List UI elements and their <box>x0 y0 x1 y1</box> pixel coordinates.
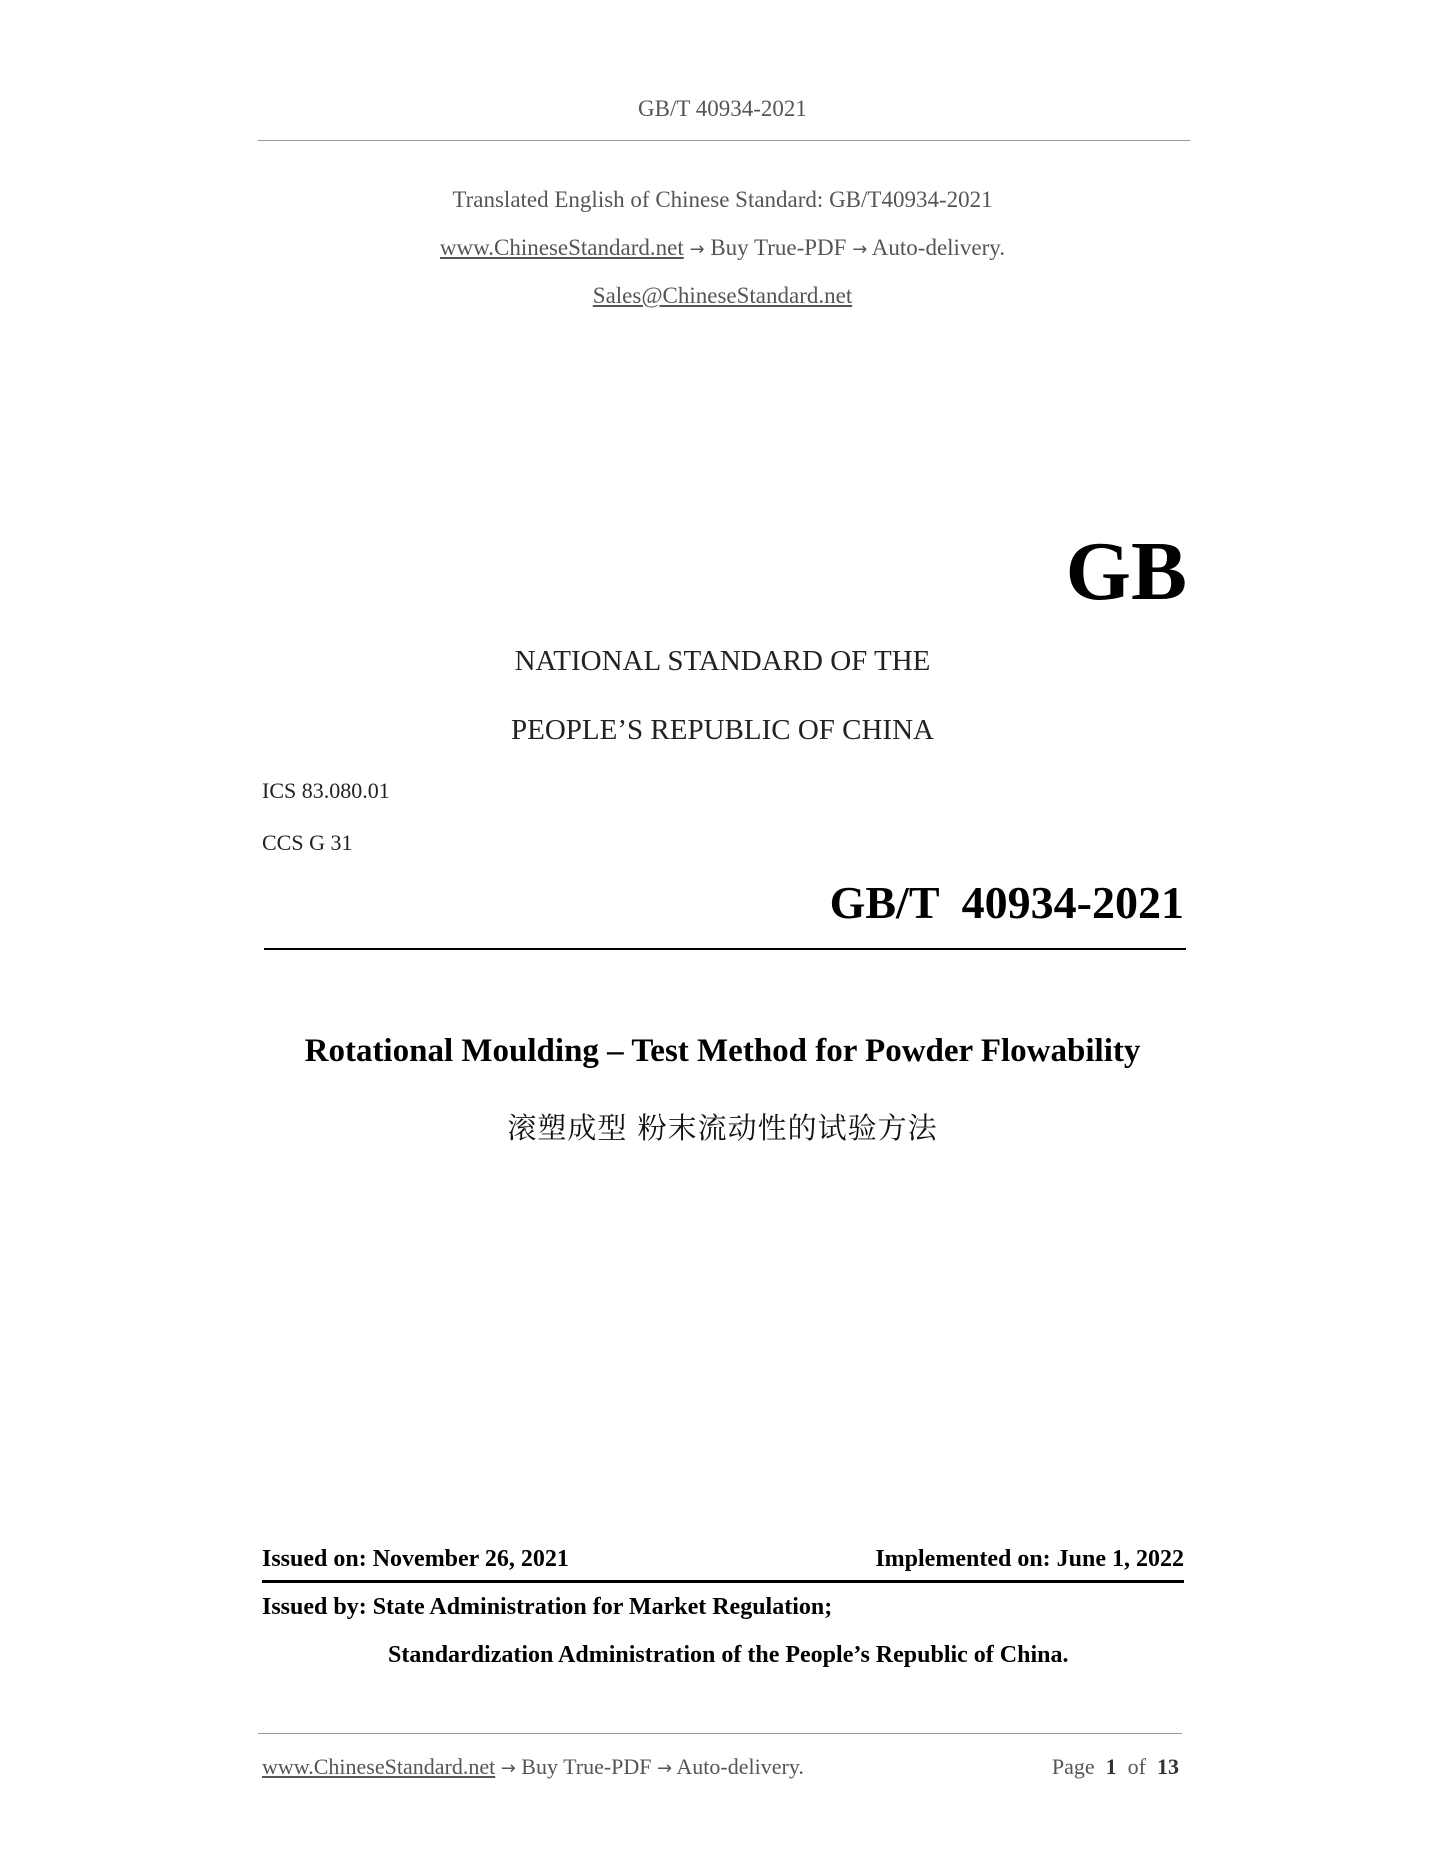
issued-by-line-1: Issued by: State Administration for Market Regulation; <box>262 1594 833 1620</box>
national-standard-line-1: NATIONAL STANDARD OF THE <box>514 645 931 677</box>
footer-buy-text: Buy True-PDF <box>521 1754 652 1779</box>
standard-number: GB/T 40934-2021 <box>829 877 1184 928</box>
issued-on-date: Issued on: November 26, 2021 <box>262 1546 569 1572</box>
purchase-line <box>0 235 1445 261</box>
website-link[interactable]: www.ChineseStandard.net <box>439 235 684 260</box>
ccs-code: CCS G 31 <box>262 830 353 855</box>
issue-rule <box>262 1580 1184 1583</box>
auto-delivery-text: Auto-delivery. <box>871 235 1006 260</box>
sales-email-link[interactable]: Sales@ChineseStandard.net <box>592 283 853 308</box>
page-current: 1 <box>1105 1754 1117 1779</box>
footer-website-link[interactable]: www.ChineseStandard.net <box>262 1754 496 1779</box>
implemented-on-date: Implemented on: June 1, 2022 <box>875 1546 1184 1572</box>
gb-mark: GB <box>1065 525 1187 618</box>
title-chinese: 滚塑成型 粉末流动性的试验方法 <box>507 1111 938 1145</box>
footer-divider <box>258 1733 1182 1734</box>
translation-notice: Translated English of Chinese Standard: GB/T40934-2021 <box>452 187 993 212</box>
arrow-icon: → <box>500 1758 516 1779</box>
buy-pdf-text: Buy True-PDF <box>710 235 847 260</box>
arrow-icon: → <box>657 1758 673 1779</box>
email-line <box>0 283 1445 309</box>
arrow-icon: → <box>852 239 868 260</box>
issued-by-line-2: Standardization Administration of the People’s Republic of China. <box>388 1642 1069 1668</box>
page-indicator <box>1052 1754 1179 1780</box>
page-label: Page <box>1051 1754 1095 1779</box>
arrow-icon: → <box>689 239 705 260</box>
page-of: of <box>1127 1754 1146 1779</box>
national-standard-line-2: PEOPLE’S REPUBLIC OF CHINA <box>511 714 934 746</box>
header-divider <box>258 140 1190 141</box>
standard-number-rule <box>264 948 1186 950</box>
footer-purchase-line <box>262 1754 804 1780</box>
ics-code: ICS 83.080.01 <box>262 778 390 803</box>
running-header: GB/T 40934-2021 <box>638 96 807 121</box>
page-total: 13 <box>1157 1754 1179 1779</box>
title-english: Rotational Moulding – Test Method for Powder Flowability <box>304 1033 1141 1069</box>
footer-delivery-text: Auto-delivery. <box>676 1754 804 1779</box>
